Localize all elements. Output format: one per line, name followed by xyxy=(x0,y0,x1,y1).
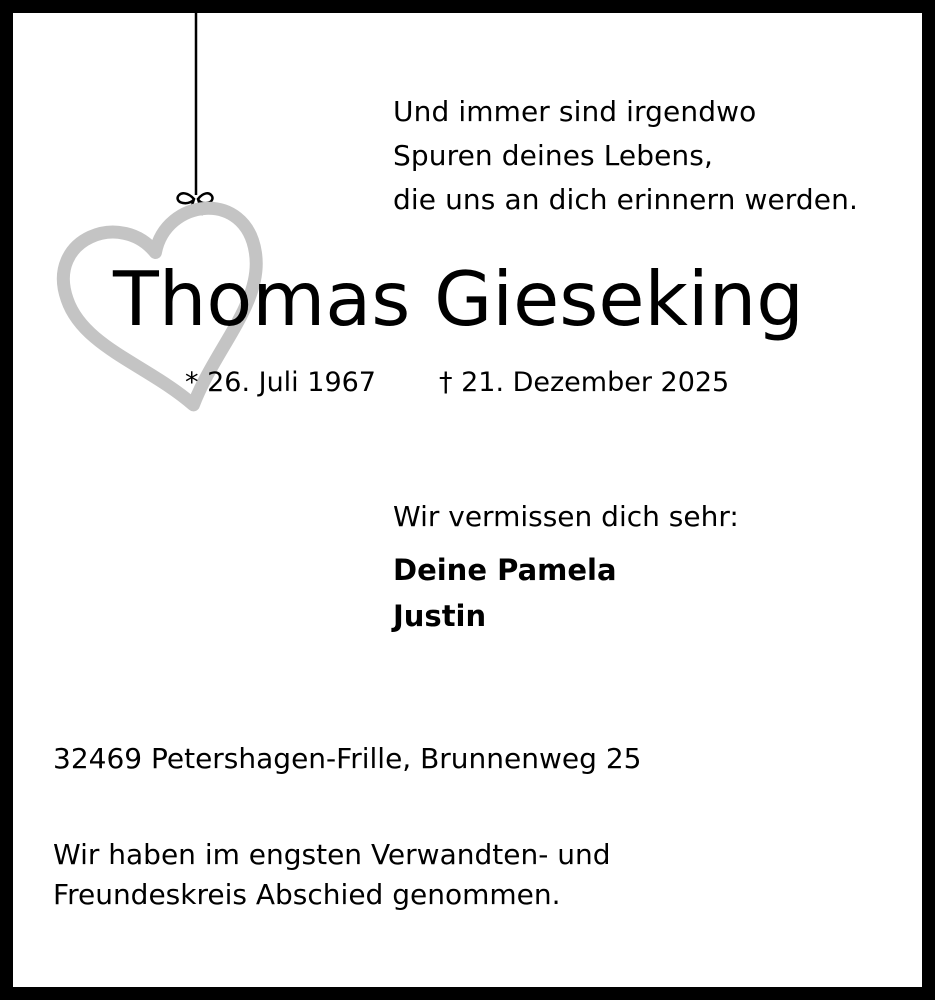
memorial-quote xyxy=(393,90,858,222)
obituary-card xyxy=(13,13,922,987)
family-address: 32469 Petershagen-Frille, Brunnenweg 25 xyxy=(53,742,642,775)
mourners-list xyxy=(393,547,617,639)
mourner-name: Justin xyxy=(393,599,487,633)
closing-note xyxy=(53,835,610,915)
mourning-intro: Wir vermissen dich sehr: xyxy=(393,500,739,533)
closing-line: Freundeskreis Abschied genommen. xyxy=(53,878,561,911)
quote-line: die uns an dich erinnern werden. xyxy=(393,183,858,216)
quote-line: Spuren deines Lebens, xyxy=(393,139,713,172)
closing-line: Wir haben im engsten Verwandten- und xyxy=(53,838,611,871)
deceased-name: Thomas Gieseking xyxy=(113,255,804,343)
quote-line: Und immer sind irgendwo xyxy=(393,95,757,128)
birth-date: * 26. Juli 1967 xyxy=(185,367,376,398)
death-date: † 21. Dezember 2025 xyxy=(439,367,730,398)
mourner-name: Deine Pamela xyxy=(393,553,617,587)
